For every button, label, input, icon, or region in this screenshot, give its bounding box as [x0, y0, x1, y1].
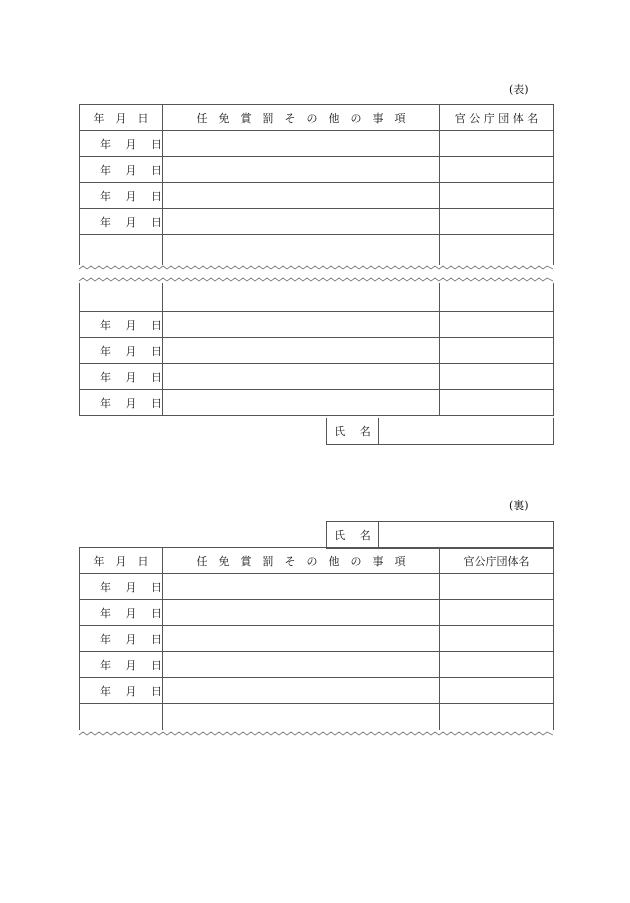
- event-cell[interactable]: [163, 652, 440, 678]
- table-row: [80, 574, 554, 600]
- org-cell[interactable]: [440, 338, 554, 364]
- event-cell[interactable]: [163, 183, 440, 209]
- date-cell[interactable]: 年 月 日: [80, 209, 163, 235]
- event-cell[interactable]: [163, 600, 440, 626]
- event-cell[interactable]: [163, 390, 440, 416]
- back-side-label: (裏): [509, 499, 529, 512]
- date-cell[interactable]: 年 月 日: [80, 157, 163, 183]
- table-row: [80, 209, 554, 235]
- date-cell[interactable]: 年 月 日: [80, 678, 163, 704]
- date-cell[interactable]: [80, 235, 163, 266]
- front-header-date: 年 月 日: [80, 105, 163, 131]
- date-cell[interactable]: 年 月 日: [80, 390, 163, 416]
- event-cell[interactable]: [163, 209, 440, 235]
- front-header-org: 官 公 庁 団 体 名: [440, 105, 554, 131]
- org-cell[interactable]: [440, 209, 554, 235]
- front-name-field[interactable]: [379, 418, 554, 445]
- table-row: [80, 283, 554, 312]
- front-table-top: [79, 104, 554, 265]
- date-cell[interactable]: 年 月 日: [80, 312, 163, 338]
- back-table: [79, 547, 554, 730]
- org-cell[interactable]: [440, 157, 554, 183]
- back-name-field[interactable]: [379, 522, 554, 549]
- back-header-date: 年 月 日: [80, 548, 163, 574]
- date-cell[interactable]: 年 月 日: [80, 338, 163, 364]
- event-cell[interactable]: [163, 312, 440, 338]
- event-cell[interactable]: [163, 364, 440, 390]
- event-cell[interactable]: [163, 626, 440, 652]
- date-cell[interactable]: 年 月 日: [80, 131, 163, 157]
- table-row: [80, 157, 554, 183]
- front-side-label: (表): [509, 83, 529, 96]
- org-cell[interactable]: [440, 678, 554, 704]
- event-cell[interactable]: [163, 338, 440, 364]
- table-row: [80, 704, 554, 731]
- back-header-org: 官公庁団体名: [440, 548, 554, 574]
- event-cell[interactable]: [163, 283, 440, 312]
- event-cell[interactable]: [163, 678, 440, 704]
- table-row: [80, 183, 554, 209]
- table-row: [80, 364, 554, 390]
- front-name-label: 氏 名: [327, 418, 379, 445]
- table-row: [80, 652, 554, 678]
- table-row: [80, 600, 554, 626]
- event-cell[interactable]: [163, 235, 440, 266]
- org-cell[interactable]: [440, 131, 554, 157]
- date-cell[interactable]: [80, 704, 163, 731]
- break-wave-top: [79, 265, 553, 273]
- date-cell[interactable]: 年 月 日: [80, 652, 163, 678]
- front-header-event: 任 免 賞 罰 そ の 他 の 事 項: [163, 105, 440, 131]
- org-cell[interactable]: [440, 600, 554, 626]
- table-row: [80, 235, 554, 266]
- front-table-bottom: [79, 283, 554, 416]
- table-row: [80, 678, 554, 704]
- back-header-event: 任 免 賞 罰 そ の 他 の 事 項: [163, 548, 440, 574]
- org-cell[interactable]: [440, 364, 554, 390]
- table-row: [80, 312, 554, 338]
- date-cell[interactable]: 年 月 日: [80, 626, 163, 652]
- org-cell[interactable]: [440, 183, 554, 209]
- front-header-row: [80, 105, 554, 131]
- org-cell[interactable]: [440, 652, 554, 678]
- table-row: [80, 338, 554, 364]
- event-cell[interactable]: [163, 157, 440, 183]
- org-cell[interactable]: [440, 574, 554, 600]
- date-cell[interactable]: [80, 283, 163, 312]
- table-row: [80, 390, 554, 416]
- org-cell[interactable]: [440, 235, 554, 266]
- date-cell[interactable]: 年 月 日: [80, 183, 163, 209]
- table-row: [80, 131, 554, 157]
- date-cell[interactable]: 年 月 日: [80, 600, 163, 626]
- org-cell[interactable]: [440, 704, 554, 731]
- date-cell[interactable]: 年 月 日: [80, 364, 163, 390]
- back-name-label: 氏 名: [327, 522, 379, 549]
- back-header-row: [80, 548, 554, 574]
- event-cell[interactable]: [163, 131, 440, 157]
- org-cell[interactable]: [440, 626, 554, 652]
- date-cell[interactable]: 年 月 日: [80, 574, 163, 600]
- org-cell[interactable]: [440, 390, 554, 416]
- org-cell[interactable]: [440, 312, 554, 338]
- back-name-box: [326, 521, 554, 549]
- event-cell[interactable]: [163, 574, 440, 600]
- event-cell[interactable]: [163, 704, 440, 731]
- table-row: [80, 626, 554, 652]
- back-break-wave: [79, 731, 553, 739]
- org-cell[interactable]: [440, 283, 554, 312]
- front-name-box: [326, 418, 554, 445]
